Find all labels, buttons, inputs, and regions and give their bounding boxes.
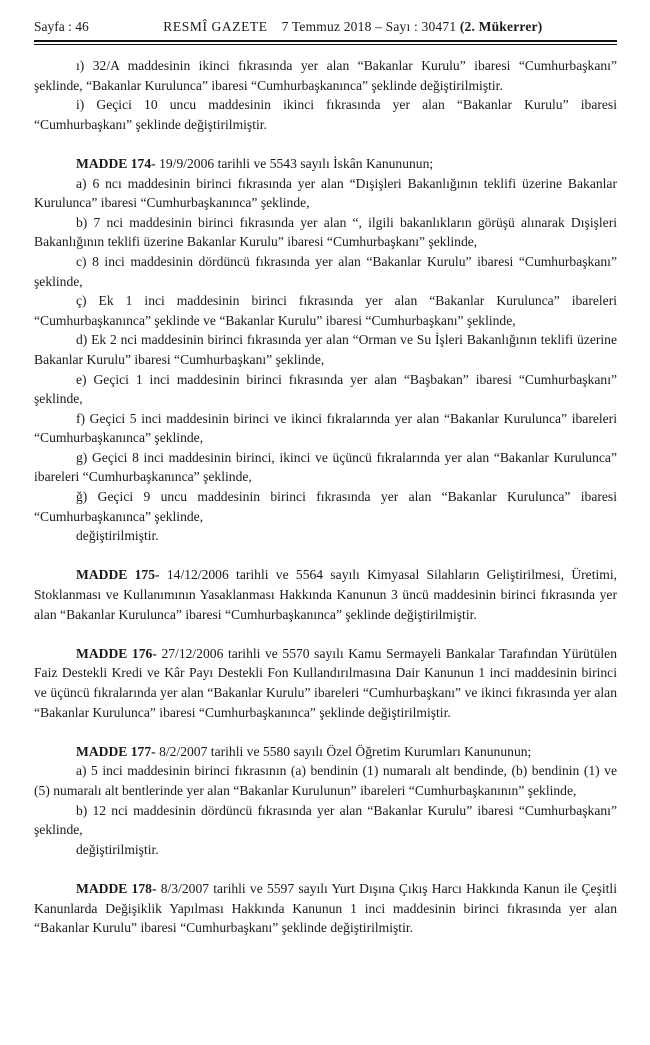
clause-paragraph	[34, 213, 617, 252]
clause-paragraph	[34, 291, 617, 330]
article-paragraph	[34, 644, 617, 722]
clause-paragraph	[34, 252, 617, 291]
clause-paragraph	[34, 56, 617, 95]
clause-paragraph	[34, 448, 617, 487]
issue-date-and-number: 7 Temmuz 2018 – Sayı : 30471	[281, 19, 457, 34]
paragraph-text: ğ) Geçici 9 uncu maddesinin birinci fıkrasında yer alan “Bakanlar Kurulunca” ibaresi “Cumhurbaşkanınca” şeklinde,	[34, 489, 617, 524]
article-paragraph	[34, 742, 617, 762]
paragraph-text: e) Geçici 1 inci maddesinin birinci fıkrasında yer alan “Başbakan” ibaresi “Cumhurbaşkanı” şeklinde,	[34, 371, 617, 407]
paragraph-text: b) 7 nci maddesinin birinci fıkrasında yer alan “, ilgili bakanlıkların görüşü alınarak Dışişleri Bakanlığının teklifi üzerine Bakanlar Kurulu” ibaresi “Cumhurbaşkanı” şeklinde,	[34, 214, 617, 250]
paragraph-text: 27/12/2006 tarihli ve 5570 sayılı Kamu Sermayeli Bankalar Tarafından Yürütülen Faiz Destekli Kredi ve Kâr Payı Destekli Fon Kullandırılmasına Dair Kanunun 1 inci maddesinin birinci ve üçüncü fıkralarında yer alan “Bakanlar Kurulu” ibareleri “Cumhurbaşkanı” ve ikinci fıkrasında yer alan “Bakanlar Kurulunca” ibaresi “Cumhurbaşkanınca” şeklinde değiştirilmiştir.	[34, 645, 617, 720]
paragraph-text: d) Ek 2 nci maddesinin birinci fıkrasında yer alan “Orman ve Su İşleri Bakanlığının teklifi üzerine Bakanlar Kurulu” ibaresi “Cumhurbaşkanı” şeklinde,	[34, 332, 617, 367]
issue-supplement-label: (2. Mükerrer)	[459, 19, 543, 34]
paragraph-text: a) 6 ncı maddesinin birinci fıkrasında yer alan “Dışişleri Bakanlığının teklifi üzerine Bakanlar Kurulunca” ibaresi “Cumhurbaşkanınca” şeklinde,	[34, 175, 617, 211]
article-paragraph	[34, 879, 617, 938]
clause-paragraph	[34, 95, 617, 134]
paragraph-text: g) Geçici 8 inci maddesinin birinci, ikinci ve üçüncü fıkralarında yer alan “Bakanlar Kurulunca” ibareleri “Cumhurbaşkanınca” şeklinde,	[34, 449, 617, 485]
article-paragraph	[34, 565, 617, 624]
clause-paragraph	[34, 330, 617, 369]
page-number-label: Sayfa : 46	[34, 19, 89, 34]
clause-paragraph	[34, 487, 617, 526]
paragraph-text: değiştirilmiştir.	[76, 841, 159, 857]
article-paragraph	[34, 154, 617, 174]
paragraph-text: i) Geçici 10 uncu maddesinin ikinci fıkrasında yer alan “Bakanlar Kurulu” ibaresi “Cumhurbaşkanı” şeklinde değiştirilmiştir.	[34, 97, 617, 132]
paragraph-text: c) 8 inci maddesinin dördüncü fıkrasında yer alan “Bakanlar Kurulu” ibaresi “Cumhurbaşkanı” şeklinde,	[34, 253, 617, 289]
paragraph-text: a) 5 inci maddesinin birinci fıkrasının (a) bendinin (1) numaralı alt bendinde, (b) bendinin (1) ve (5) numaralı alt bentlerinde yer alan “Bakanlar Kurulunun” ibareleri “Cumhurbaşkanının” şeklinde,	[34, 763, 617, 798]
paragraph-text: 8/3/2007 tarihli ve 5597 sayılı Yurt Dışına Çıkış Harcı Hakkında Kanun ile Çeşitli Kanunlarda Değişiklik Yapılması Hakkında Kanunun 1 inci maddesinin birinci fıkrasında yer alan “Bakanlar Kurulu” ibaresi “Cumhurbaşkanı” şeklinde değiştirilmiştir.	[34, 880, 617, 936]
clause-paragraph	[34, 409, 617, 448]
article-number-label: MADDE 174-	[76, 155, 156, 171]
closing-paragraph	[34, 840, 617, 860]
clause-paragraph	[34, 761, 617, 800]
header-divider-rule	[34, 40, 617, 45]
divider-line-thin	[34, 44, 617, 45]
clause-paragraph	[34, 801, 617, 840]
clause-paragraph	[34, 174, 617, 213]
clause-paragraph	[34, 370, 617, 409]
paragraph-text: 8/2/2007 tarihli ve 5580 sayılı Özel Öğretim Kurumları Kanununun;	[155, 743, 532, 759]
paragraph-text: f) Geçici 5 inci maddesinin birinci ve ikinci fıkralarında yer alan “Bakanlar Kurulunca” ibareleri “Cumhurbaşkanınca” şeklinde,	[34, 410, 617, 446]
article-number-label: MADDE 175-	[76, 567, 160, 583]
article-number-label: MADDE 176-	[76, 645, 157, 661]
paragraph-text: b) 12 nci maddesinin dördüncü fıkrasında yer alan “Bakanlar Kurulu” ibaresi “Cumhurbaşkanı” şeklinde,	[34, 802, 617, 838]
paragraph-text: 19/9/2006 tarihli ve 5543 sayılı İskân Kanununun;	[155, 155, 434, 171]
paragraph-text: 14/12/2006 tarihli ve 5564 sayılı Kimyasal Silahların Geliştirilmesi, Üretimi, Stoklanması ve Kullanımının Yasaklanması Hakkında Kanunun 3 üncü maddesinin birinci fıkrasında yer alan “Bakanlar Kurulunca” ibaresi “Cumhurbaşkanınca” şeklinde değiştirilmiştir.	[34, 567, 618, 622]
paragraph-text: ı) 32/A maddesinin ikinci fıkrasında yer alan “Bakanlar Kurulu” ibaresi “Cumhurbaşkanı” şeklinde, “Bakanlar Kurulunca” ibaresi “Cumhurbaşkanınca” şeklinde değiştirilmiştir.	[34, 58, 617, 93]
gazette-title: RESMÎ GAZETE	[163, 19, 268, 34]
masthead-title-group	[89, 20, 617, 35]
paragraph-text: değiştirilmiştir.	[76, 528, 159, 544]
article-number-label: MADDE 177-	[76, 743, 156, 759]
paragraph-text: ç) Ek 1 inci maddesinin birinci fıkrasında yer alan “Bakanlar Kurulunca” ibareleri “Cumhurbaşkanınca” şeklinde ve “Bakanlar Kurulu” ibaresi “Cumhurbaşkanı” şeklinde,	[34, 293, 617, 328]
document-body	[34, 56, 617, 938]
article-number-label: MADDE 178-	[76, 880, 157, 896]
closing-paragraph	[34, 526, 617, 546]
page-header	[34, 20, 617, 35]
